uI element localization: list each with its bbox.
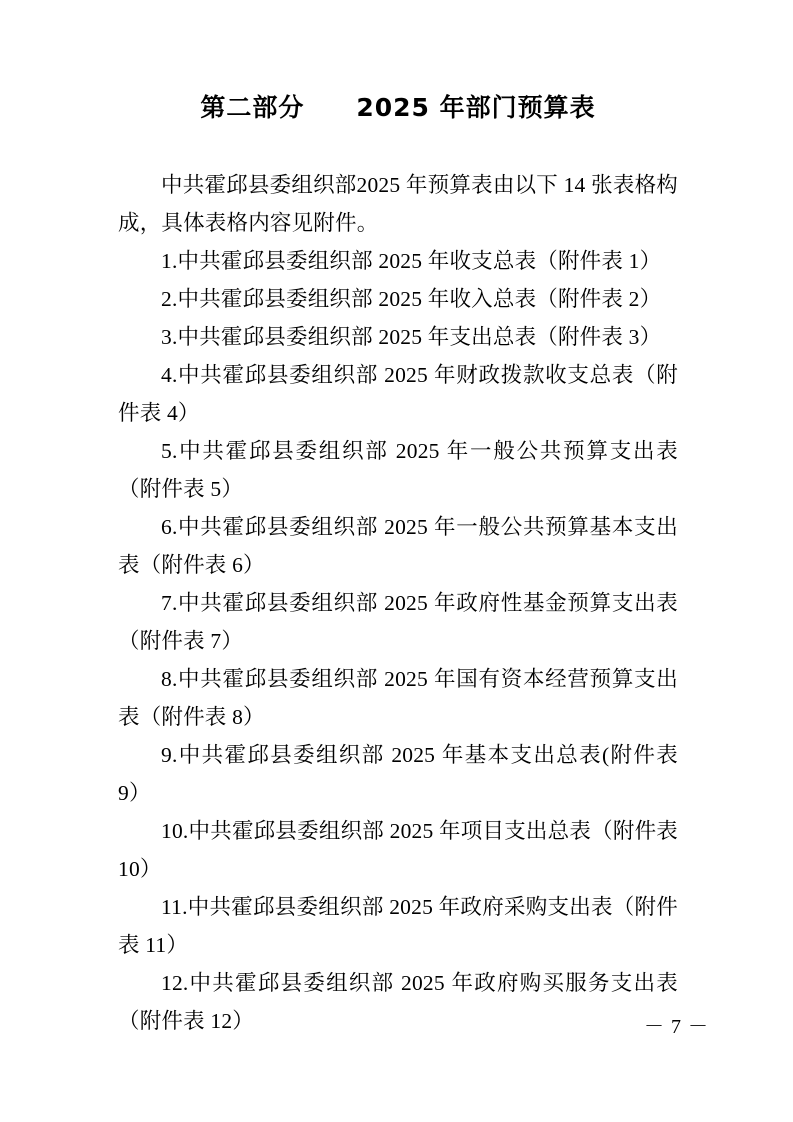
page-number-footer: [0, 1010, 793, 1039]
list-item: 9.中共霍邱县委组织部 2025 年基本支出总表(附件表 9）: [118, 743, 678, 805]
intro-paragraph: 中共霍邱县委组织部2025 年预算表由以下 14 张表格构成，具体表格内容见附件。: [118, 173, 678, 235]
list-item: 10.中共霍邱县委组织部 2025 年项目支出总表（附件表 10）: [118, 819, 678, 881]
list-item: 2.中共霍邱县委组织部 2025 年收入总表（附件表 2）: [161, 287, 662, 311]
list-item: 3.中共霍邱县委组织部 2025 年支出总表（附件表 3）: [161, 325, 662, 349]
list-item: 11.中共霍邱县委组织部 2025 年政府采购支出表（附件表 11）: [118, 895, 678, 957]
list-item: 7.中共霍邱县委组织部 2025 年政府性基金预算支出表（附件表 7）: [118, 591, 678, 653]
list-item: 8.中共霍邱县委组织部 2025 年国有资本经营预算支出表（附件表 8）: [118, 667, 678, 729]
list-item: 4.中共霍邱县委组织部 2025 年财政拨款收支总表（附件表 4）: [118, 363, 678, 425]
list-item: 1.中共霍邱县委组织部 2025 年收支总表（附件表 1）: [161, 249, 662, 273]
list-item: 5.中共霍邱县委组织部 2025 年一般公共预算支出表（附件表 5）: [118, 439, 678, 501]
list-item: 6.中共霍邱县委组织部 2025 年一般公共预算基本支出表（附件表 6）: [118, 515, 678, 577]
page-number: － 7 －: [644, 1016, 709, 1038]
document-body: [118, 88, 678, 1040]
page-title: 第二部分 2025 年部门预算表: [200, 93, 596, 122]
list-item: 12.中共霍邱县委组织部 2025 年政府购买服务支出表（附件表 12）: [118, 971, 678, 1033]
